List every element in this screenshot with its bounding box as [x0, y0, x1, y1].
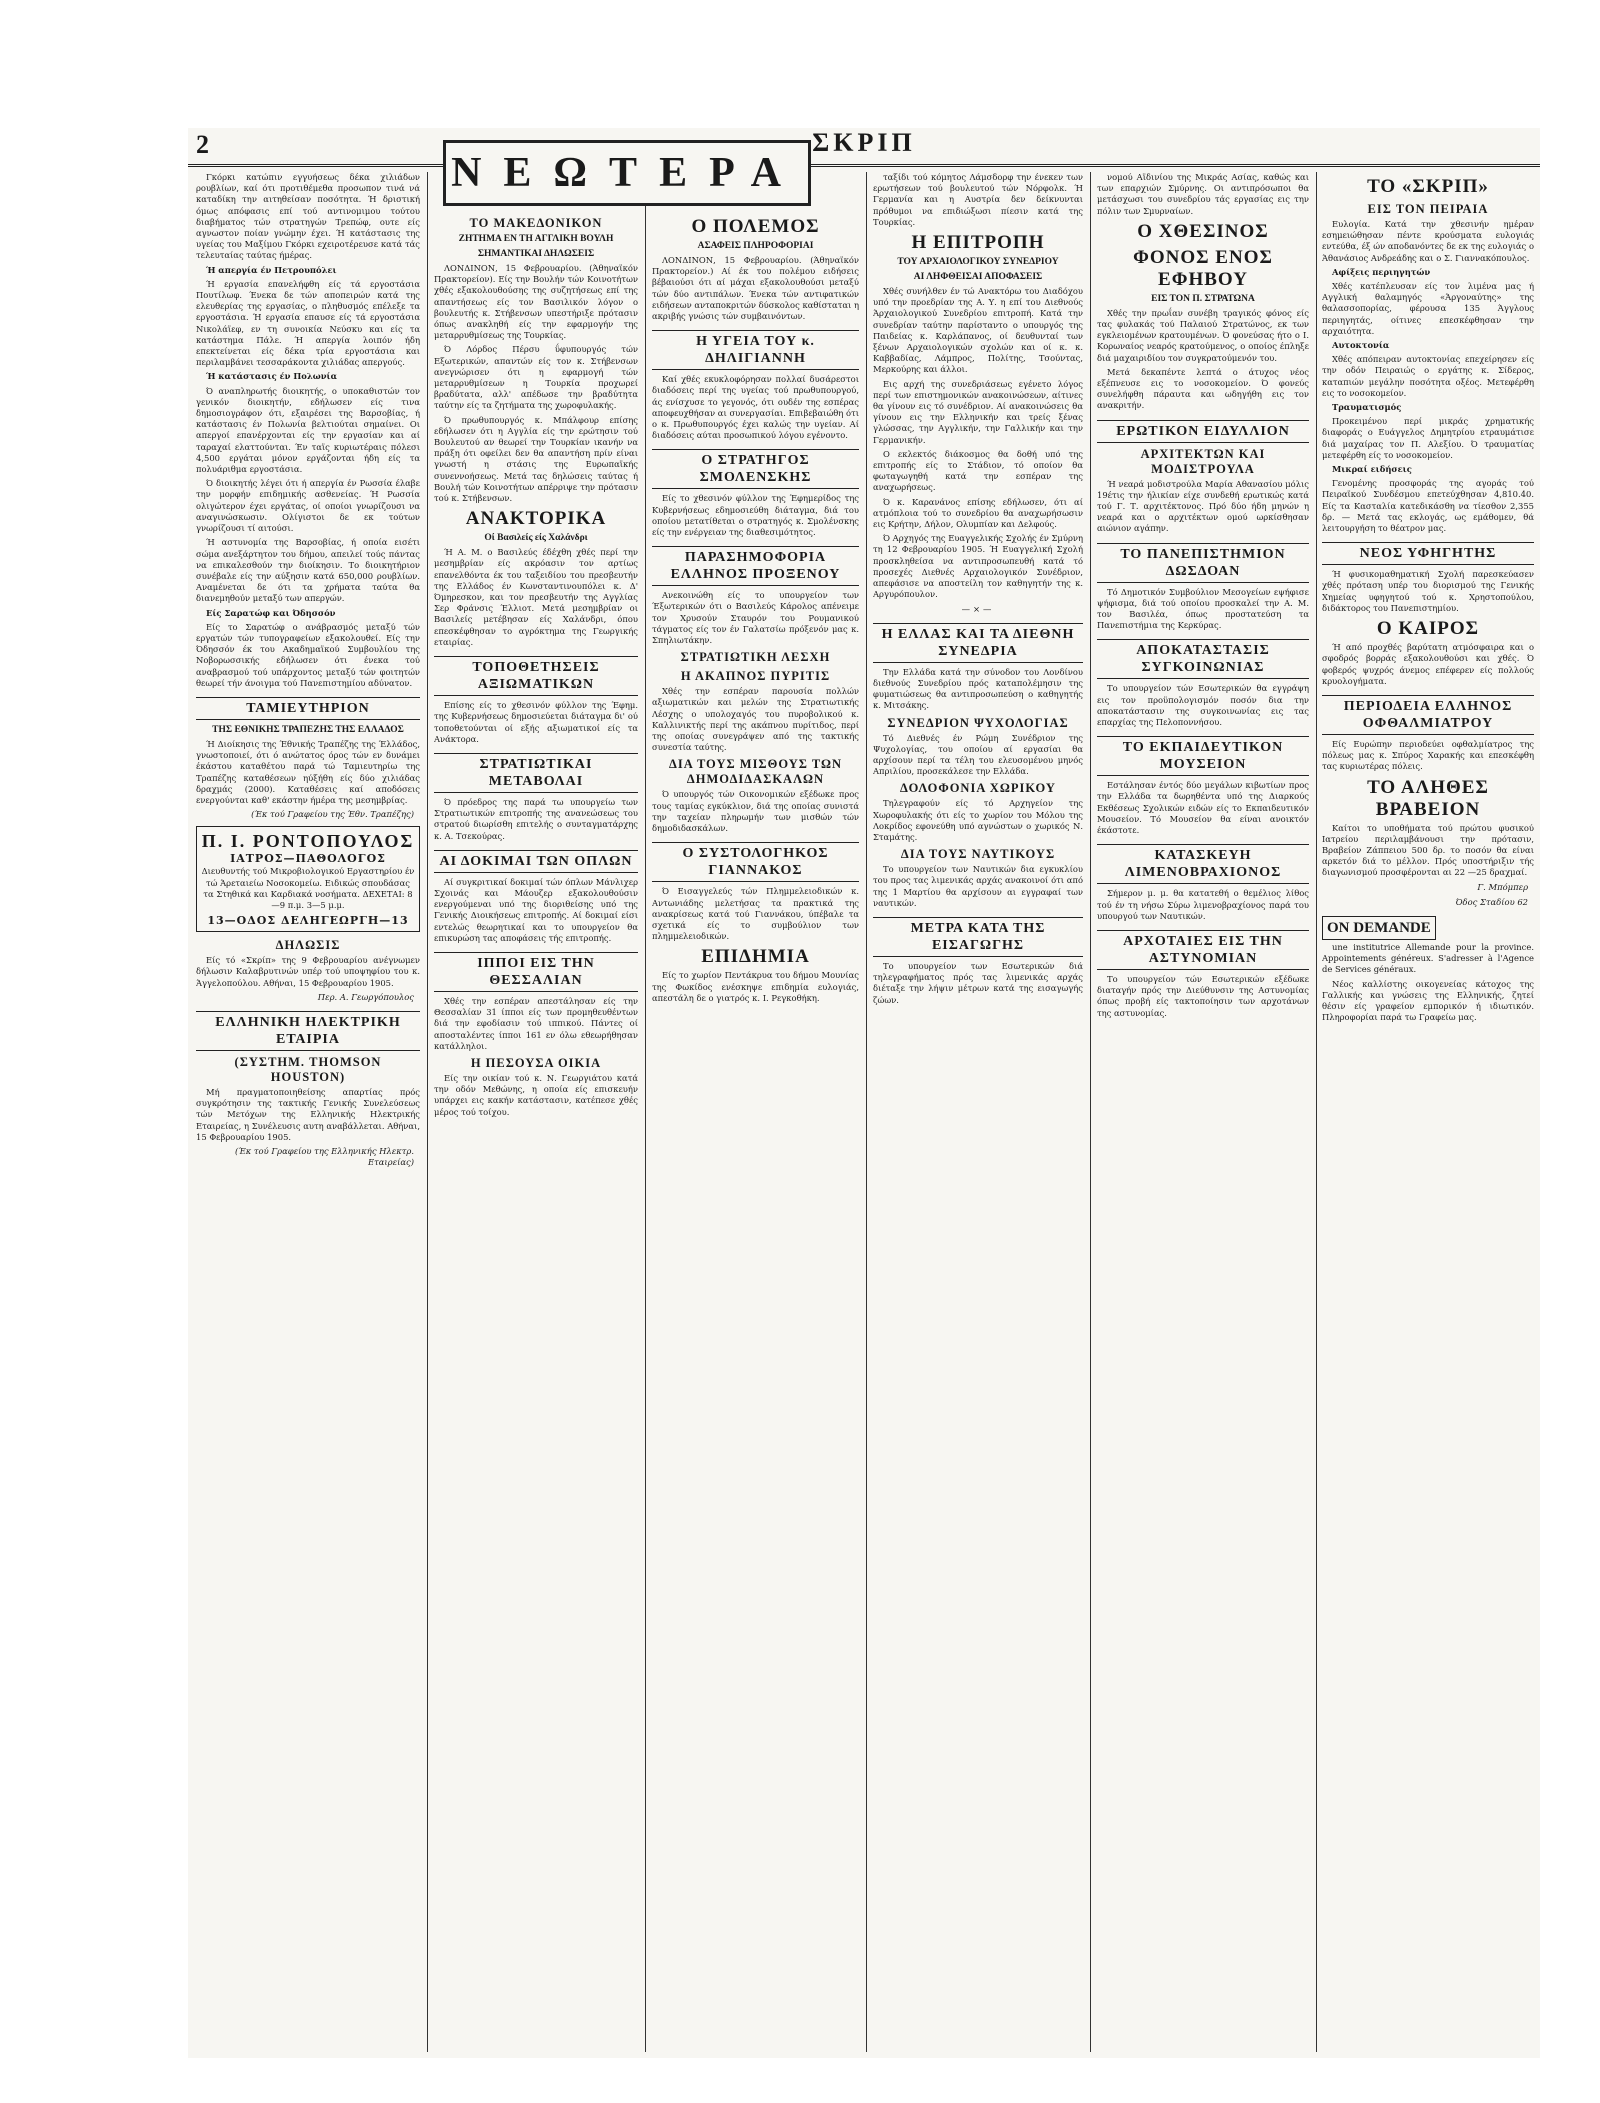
article-heading: Ο ΠΟΛΕΜΟΣ — [691, 216, 820, 237]
article-text: Ή φυσικομαθηματική Σχολή παρεσκεύασεν χθές πρόταση υπέρ του διορισμού της Γενικής Χημείας υφηγητού τού κ. Χρηστοπούλου, διδάκτορος του Πανεπιστημίου. — [1322, 569, 1534, 613]
declaration-heading: ΔΗΛΩΣΙΣ — [275, 938, 341, 953]
article-heading: ΔΙΑ ΤΟΥΣ ΜΙΣΘΟΥΣ ΤΩΝ ΔΗΜΟΔΙΔΑΣΚΑΛΩΝ — [669, 757, 842, 787]
column-5 — [1097, 172, 1309, 2052]
doctor-advertisement — [196, 826, 420, 932]
article-text: Προκειμένου περί μικράς χρηματικής διαφοράς ο Ευάγγελος Δημητρίου ετραυμάτισε διά μαχαίρας τον Π. Αλεξίου. Ό τραυματίας μετεφέρθη είς το νοσοκομείον. — [1322, 416, 1534, 460]
article-text: Ή Α. Μ. ο Βασιλεύς έδέχθη χθές περί την μεσημβρίαν είς ακρόασιν τον αρτίως επανελθόντα έκ του ταξειδίου του πρεσβευτήν της Ελλάδος έν Κωνσταντινουπόλει κ. Δ' Όμηρεσκον, και τον πρεσβευτήν της Αγγλίας Σερ Φράνσις Έλλιοτ. Μετά μεσημβρίαν οι Βασιλείς μετέβησαν είς Χαλάνδρι, όπου επεσκέφθησαν το αγρόκτημα της Γεωργικής εταιρίας. — [434, 547, 638, 647]
bank-heading: ΤΑΜΙΕΥΤΗΡΙΟΝ — [196, 697, 420, 720]
article-text: Το υπουργείον τών Εσωτερικών εξέδωκε διαταγήν πρός την Διεύθυνσιν της Αστυνομίας όπως προβή είς τακτοποίησιν των αρχοτάνων της αστυνομίας. — [1097, 973, 1309, 1018]
article-heading: Ο ΧΘΕΣΙΝΟΣ — [1137, 220, 1269, 242]
article-text: ταξίδι τού κόμητος Λάμσδορφ την ένεκεν των ερωτήσεων τού βουλευτού τών Νόρφολκ. Ή Γερμανία και η Αυστρία δεν δείκνυνται πρόθυμοι να επιδιώξωσι πίεσιν κατά της Τουρκίας. — [873, 172, 1083, 227]
column-rule — [1090, 172, 1091, 2052]
article-text: Ο εκλεκτός διάκοσμος θα δοθή υπό της επιτροπής είς το Στάδιον, τό οποίον θα φωταγωγηθή κατά την εσπέραν της αναχωρήσεως. — [873, 448, 1083, 493]
article-text: Ανεκοινώθη είς το υπουργείον των Έξωτερικών ότι ο Βασιλεύς Κάρολος απένειμε τον Χρυσούν Σταυρόν του Ρουμανικού τάγματος είς τον έν Γαλατσίω πρόξενόν μας κ. Σπηλιωτάκην. — [652, 590, 859, 646]
article-text: Χθές την εσπέραν παρουσία πολλών αξιωματικών και μελών της Στρατιωτικής Λέσχης ο υπολοχαγός του πυροβολικού κ. Καλλινικτής περί της ακάπνου πυρίτιδος, περί της οποίας συνεγράψεν από της τακτικής συνεστία ταύτης. — [652, 686, 859, 753]
column-rule — [1316, 172, 1317, 2052]
article-text: Είς τό «Σκρίπ» της 9 Φεβρουαρίου ανέγνωμεν δήλωσιν Καλαβρυτινών υπέρ τού υποψηφίου του κ. Άγγελοπούλου. Αθήναι, 15 Φεβρουαρίου 1905. — [196, 955, 420, 988]
article-text: Ό διοικητής λέγει ότι ή απεργία έν Ρωσσία έλαβε την μορφήν επιδημικής ασθενείας. Ή Ρωσσία ολιγώτερον έχει εργάτας, οί οποίοι γνωρίζουσι να αναγινώσκωσιν. Ολίγιστοι δε εκ τούτων γνωρίζουσι τί αιτούσι. — [196, 478, 420, 534]
article-heading: ΑΡΧΟΤΑΙΕΣ ΕΙΣ ΤΗΝ ΑΣΤΥΝΟΜΙΑΝ — [1097, 930, 1309, 970]
article-text: Χθές απόπειραν αυτοκτονίας επεχείρησεν είς την οδόν Πειραιώς ο εργάτης κ. Σίδερος, καταπιών μεγάλην ποσότητα οξέος. Μετεφέρθη εις το νοσοκομείον. — [1322, 354, 1534, 398]
article-text: Χθές την εσπέραν απεστάλησαν είς την Θεσσαλίαν 31 ίπποι είς των προμηθευθέντων διά την εφοδίασιν τού ιππικού. Πάντες οί αποσταλέντες ίπποι 161 εν όλω εθεωρήθησαν κατάλληλοι. — [434, 995, 638, 1051]
article-text: Είς το χθεσινόν φύλλον της Έφημερίδος της Κυβερνήσεως εδημοσιεύθη διάταγμα, διά του οποίου μετατίθεται ο στρατηγός κ. Σμολένσκης είς την ενέργειαν της διαθεσιμότητος. — [652, 493, 859, 538]
article-text: Γενομένης προσφοράς της αγοράς τού Πειραϊκού Συνδέσμου επετεύχθησαν 4,810.40. Είς τα Κασταλία κατεδικάσθη να τίεσθον 2,355 δρ. — Μετά τας εκλογάς, ως εμάθομεν, θά λειτουργήση το θέατρον μας. — [1322, 478, 1534, 534]
article-subheading: Οί Βασιλείς είς Χαλάνδρι — [484, 533, 588, 544]
column-rule — [866, 172, 867, 2052]
article-heading: ΤΟ ΜΑΚΕΔΟΝΙΚΟΝ — [469, 216, 603, 230]
article-heading: Μικραί ειδήσεις — [1332, 464, 1412, 475]
article-text: Εις αρχή της συνεδριάσεως εγένετο λόγος περί των επιστημονικών ανακοινώσεων, αίτινες θα γίνουν εις τό συνέδριον. Αί ανακοινώσεις θα γίνουν εις την Ελληνικήν και τρείς ξένας γλώσσας, την Αγγλικήν, την Γαλλικήν και την Γερμανικήν. — [873, 378, 1083, 445]
article-heading: ΤΟΠΟΘΕΤΗΣΕΙΣ ΑΞΙΩΜΑΤΙΚΩΝ — [434, 656, 638, 696]
article-heading: ΔΟΛΟΦΟΝΙΑ ΧΩΡΙΚΟΥ — [900, 781, 1056, 796]
electric-company-subheading: (ΣΥΣΤΗΜ. THOMSON HOUSTON) — [234, 1054, 382, 1084]
article-text: Ό Αρχηγός της Ευαγγελικής Σχολής έν Σμύρνη τη 12 Φεβρουαρίου 1905. Ή Ευαγγελική Σχολή προσκληθείσα να αντιπροσωπευθή κατά τό προσεχές Διεθνές Αρχαιολογικόν Συνέδριον, απεφάσισε να αποστείλη τον καθηγητήν της κ. Αργυρόπουλον. — [873, 533, 1083, 600]
article-heading: Αυτοκτονία — [1332, 340, 1390, 351]
article-heading: Η ΕΛΛΑΣ ΚΑΙ ΤΑ ΔΙΕΘΝΗ ΣΥΝΕΔΡΙΑ — [873, 623, 1083, 663]
column-6 — [1322, 172, 1534, 2052]
separator: —×— — [961, 603, 995, 614]
article-text: Ό αναπληρωτής διοικητής, ο υποκαθιστών τον γενικόν διοικητήν, εδήλωσεν είς τινα δημοσιογράφον ότι, εξαιρέσει της Βαρσοβίας, ή κατάστασις έν Πολωνία βελτιούται σημαίνει. Οι απεργοί επανέρχονται είς την εργασίαν και αί ταραχαί ελαττούνται. Έν ταϊς κυριωτέραις πόλεσι 4,500 εργάται μόνον εργάζονται ήδη είς τα πολυάριθμα εργοστάσια. — [196, 385, 420, 475]
article-text: Ή Διοίκησις της Έθνικής Τραπέζης της Έλλάδος, γνωστοποιεί, ότι ό ανώτατος όρος τών εν δυνάμει έκάστου καταθέτου παρά τώ Ταμιευτηρίω της Τραπέζης καταθέσεων ηύξήθη είς δύο χιλιάδας δραχμάς (2000). Καταθέσεις καί αποδόσεις ενεργούνται καθ' εκάστην ήμέρα της μεσημβρίας. — [196, 738, 420, 805]
article-text: Επίσης είς το χθεσινόν φύλλον της Έφημ. της Κυβερνήσεως δημοσιεύεται διάταγμα δι' ού τοποθετούνται οί εξής αξιωματικοί είς τα Ανάκτορα. — [434, 700, 638, 744]
masthead — [188, 128, 1540, 167]
article-heading: ΣΤΡΑΤΙΩΤΙΚΗ ΛΕΣΧΗ — [680, 650, 831, 665]
article-text: Είς το Σαρατώφ ο ανάβρασμός μεταξύ τών εργατών τών τυπογραφείων εξακολουθεί. Είς την Όδησσόν έκ του Ακαδημαϊκού Συμβουλίου της Νοβορωσσικής εδήλωσεν ότι ένεκα τού αναβρασμού τού υπάρχοντος μεταξύ τών φοιτητών θεωρεί τήν άνοιγμα τού Πανεπιστημίου αδύνατον. — [196, 621, 420, 688]
column-rule — [645, 172, 646, 2052]
article-heading: Ο ΚΑΙΡΟΣ — [1376, 618, 1480, 640]
signature: Περ. Α. Γεωργόπουλος — [317, 991, 414, 1002]
article-text: Είς Ευρώπην περιοδεύει οφθαλμίατρος της πόλεως μας κ. Σπύρος Χαρακής και επεσκέφθη τας κυριωτέρας πόλεις. — [1322, 738, 1534, 772]
article-subheading: ΣΗΜΑΝΤΙΚΑΙ ΔΗΛΩΣΕΙΣ — [477, 249, 595, 259]
ad-text: Διευθυντής τού Μικροβιολογικού Εργαστηρίου έν τώ Άρεταιείω Νοσοκομείω. Ειδικώς σπουδάσας τα Στηθικά και Καρδιακά νοσήματα. ΔΕΧΕΤΑΙ: 8—9 π.μ. 3—5 μ.μ. — [201, 866, 415, 910]
article-subheading: ΕΙΣ ΤΟΝ Π. ΣΤΡΑΤΩΝΑ — [1151, 293, 1255, 304]
bank-subheading: ΤΗΣ ΕΘΝΙΚΗΣ ΤΡΑΠΕΖΗΣ ΤΗΣ ΕΛΛΑΔΟΣ — [212, 724, 404, 735]
article-heading: ΣΥΝΕΔΡΙΟΝ ΨΥΧΟΛΟΓΙΑΣ — [887, 715, 1069, 730]
article-text: Ή εργασία επανελήφθη είς τά εργοστάσια Πουτίλωφ. Ένεκα δε τών αποπειρών κατά της ελευθερίας της εργασίας, ο πληθυσμός επέλεξε τα εργοστάσια. Ή εργασία επαυσε είς τά εργοστάσια Νικολάϊεφ, εν τη συνοικία Νεύσκυ και είς τα κατάστημα Πάλε. Ή απεργία λοιπόν ήδη επεκτείνεται είς δέκα τρία εργοστάσια και περιλαμβάνει τεσσαράκοντα χιλιάδας απεργούς. — [196, 278, 420, 368]
article-heading: ΦΟΝΟΣ ΕΝΟΣ ΕΦΗΒΟΥ — [1133, 246, 1273, 290]
article-text: Το υπουργείον των Εσωτερικών διά τηλεγραφήματος πρός τας λιμενικάς αρχάς διέταξε την λήψιν μέτρων κατά της εισαγωγής ζώων. — [873, 960, 1083, 1005]
article-text: Ό κ. Καρανάνος επίσης εδήλωσεν, ότι αί ατμόπλοια τού το συνεδρίου θα αναχωρήσωσιν εις Κρήτην, Δήλον, Ολυμπίαν και Δελφούς. — [873, 496, 1083, 530]
article-text: Τό Δημοτικόν Συμβούλιον Μεσογείων εψήφισε ψήφισμα, διά τού οποίου προσκαλεί την Α. Μ. τον Βασιλέα, όπως προστατεύση τα Πανεπιστήμια της Κερκύρας. — [1097, 586, 1309, 631]
article-heading: ΔΙΑ ΤΟΥΣ ΝΑΥΤΙΚΟΥΣ — [900, 847, 1056, 862]
article-text: Την Ελλάδα κατά την σύνοδον του Λονδίνου διεθνούς Συνεδρίου πρός καταπολέμησιν της φυματιώσεως θα αντιπροσωπεύση ο καθηγητής κ. Μιτσάκης. — [873, 666, 1083, 711]
article-text: Ό υπουργός τών Οικονομικών εξέδωκε προς τους ταμίας εγκύκλιον, διά της οποίας συνιστά την ταχείαν πληρωμήν των μισθών τών δημοδιδασκάλων. — [652, 789, 859, 834]
article-heading: ΠΑΡΑΣΗΜΟΦΟΡΙΑ ΕΛΛΗΝΟΣ ΠΡΟΞΕΝΟΥ — [652, 546, 859, 586]
article-heading: Ο ΣΤΡΑΤΗΓΟΣ ΣΜΟΛΕΝΣΚΗΣ — [652, 449, 859, 489]
article-text: Ευλογία. Κατά την χθεσινήν ημέραν εσημειώθησαν πέντε κρούσματα ευλογιάς εντεύθα, έξ ών αποδανόντες δε εκ της ευλογιάς ο Άθανάσιος Ανδρεάδης και ο Σ. Γιαννακόπουλος. — [1322, 219, 1534, 263]
article-heading: Αφίξεις περιηγητών — [1332, 266, 1431, 277]
article-text: Ό πρωθυπουργός κ. Μπάλφουρ επίσης εδήλωσεν ότι η Αγγλία είς την ερώτησιν τού Βουλευτού αν θεωρεί την Τουρκίαν ικανήν να πράξη ότι οφείλει δεν θα απαντήση πρίν είναι γνωστή η στάσις της Ευρωπαϊκής συνεννοήσεως. Μετά τας δηλώσεις ταύτας ή Βουλή τών Κοινοτήτων απέρριψε την πρότασιν τού κ. Στήβενσων. — [434, 414, 638, 504]
article-heading: Η ΥΓΕΙΑ ΤΟΥ κ. ΔΗΛΙΓΙΑΝΝΗ — [652, 330, 859, 370]
signature: Γ. Μπόμπερ — [1477, 881, 1528, 892]
article-text: Ή από προχθές βαρύτατη ατμόσφαιρα και ο σφοδρός βορράς εξακολουθούσι και χθές. Ό φοβερός ψυχρός άνεμος επέφερεν είς πολλούς κρυολογήματα. — [1322, 642, 1534, 686]
article-text: Μή πραγματοποιηθείσης απαρτίας πρός συγκρότησιν της τακτικής Γενικής Συνελεύσεως τών Μετόχων της Ελληνικής Ηλεκτρικής Εταιρείας, η Συνέλευσις αυτη αναβάλλεται. Αθήναι, 15 Φεβρουαρίου 1905. — [196, 1086, 420, 1142]
doctor-name: Π. Ι. ΡΟΝΤΟΠΟΥΛΟΣ — [201, 831, 415, 852]
article-heading: ΑΠΟΚΑΤΑΣΤΑΣΙΣ ΣΥΓΚΟΙΝΩΝΙΑΣ — [1097, 639, 1309, 679]
ad-address: 13—ΟΔΟΣ ΔΕΛΗΓΕΩΡΓΗ—13 — [207, 914, 409, 928]
article-text: Αί συγκριτικαί δοκιμαί τών όπλων Μάνλιχερ Σχοινάς και Μάουζερ εξακολουθούσιν ενεργούμεναι υπό της διοριθείσης υπό της Γενικής Διοικήσεως επιτροπής. Αί δοκιμαί είσι εντελώς θεωρητικαί και το υπουργείον θα επικυρώση τας αποφάσεις τής επιτροπής. — [434, 876, 638, 943]
paper-name: ΣΚΡΙΠ — [812, 128, 916, 157]
article-subheading: ΑΣΑΦΕΙΣ ΠΛΗΡΟΦΟΡΙΑΙ — [697, 241, 814, 251]
signature: (Έκ τού Γραφείου της Έθν. Τραπέζης) — [251, 809, 414, 820]
article-text: Είς το χωρίον Πεντάκρυα του δήμου Μουνίας της Φωκίδος ενέσκηψε επιδημία ευλογιάς, απεστάλη δε ο γιατρός κ. Ι. Ρεγκοθήκη. — [652, 970, 859, 1003]
article-heading: Είς Σαρατώφ και Όδησσόν — [206, 607, 336, 618]
article-text: Καίτοι το υποθήματα τού πρώτου φυσικού Ιατρείου περιλαμβάνουσι την πρότασιν, Βραβείον Ζάππειου 500 δρ. το ποσόν θα είναι αρκετόν διά το μέλλον. Πρός υποστήριξιν τής διαγωνισμού προσφέρονται αι 22 —25 δραχμαί. — [1322, 822, 1534, 878]
article-heading: Ή απεργία έν Πετρουπόλει — [206, 264, 337, 275]
electric-company-heading: ΕΛΛΗΝΙΚΗ ΗΛΕΚΤΡΙΚΗ ΕΤΑΙΡΙΑ — [196, 1011, 420, 1051]
article-heading: Ή κατάστασις έν Πολωνία — [206, 371, 338, 382]
article-subheading: Η ΑΚΑΠΝΟΣ ΠΥΡΙΤΙΣ — [680, 669, 831, 684]
article-text: Εστάλησαν έντός δύο μεγάλων κιβωτίων προς την Ελλάδα τα δωρηθέντα υπό της Διαρκούς Εκθέσεως Σχολικών ειδών είς το Εκπαιδευτικόν Μουσείον. Τό Μουσείον θα είναι ανοικτόν έκάστοτε. — [1097, 780, 1309, 836]
column-1 — [196, 172, 420, 2052]
article-text: Τό Διεθνές έν Ρώμη Συνέδριον της Ψυχολογίας, του οποίου αί εργασίαι θα αρχίσουν περί τα τέλη του ελευσομένου μηνός Απριλίου, προσεκάλεσε την Ελλάδα. — [873, 732, 1083, 777]
doctor-role: ΙΑΤΡΟΣ—ΠΑΘΟΛΟΓΟΣ — [230, 852, 386, 866]
article-text: Το υπουργείον των Ναυτικών δια εγκυκλίου του προς τας λιμενικάς αρχάς ανακοινοί ότι από της 1 Μαρτίου θα αρχίσουν αι εγγραφαί των ναυτικών. — [873, 864, 1083, 908]
article-subheading: ΑΡΧΙΤΕΚΤΩΝ ΚΑΙ ΜΟΔΙΣΤΡΟΥΛΑ — [1140, 446, 1266, 476]
article-text: Μετά δεκαπέντε λεπτά ο άτυχος νέος εξέπνευσε εις το νοσοκομείον. Ό φονεύς συνελήφθη πάραυτα και ωδηγήθη εις τον ανακριτήν. — [1097, 366, 1309, 411]
article-heading: ΤΟ ΑΛΗΘΕΣ ΒΡΑΒΕΙΟΝ — [1367, 776, 1489, 820]
article-subheading: ΑΙ ΛΗΦΘΕΙΣΑΙ ΑΠΟΦΑΣΕΙΣ — [913, 272, 1043, 283]
article-text: Χθές την πρωΐαν συνέβη τραγικός φόνος είς τας φυλακάς τού Παλαιού Στρατώνος, εκ των εγκλειομένων κρατουμένων. Ό φονεύσας ήτο ο Ι. Κορωναίος νεαρός κρατούμενος, ο οποίος έπληξε διά μαχαιριδίου τον συγκρατούμενόν του. — [1097, 307, 1309, 363]
page-number: 2 — [196, 130, 209, 159]
signature-address: Όδος Σταδίου 62 — [1455, 896, 1528, 907]
article-text: Ή νεαρά μοδιστρούλα Μαρία Αθανασίου μόλις 19έτις την ήλικίαν είχε συνδεθή ερωτικώς κατά τού Γ. Τ. αρχιτέκτονος. Πρό δύο ήδη μηνών η νεαρά και ο αρχιτέκτων ομού ωρκίσθησαν αιώνιον αγάπην. — [1097, 478, 1309, 534]
article-heading: ΠΕΡΙΟΔΕΙΑ ΕΛΛΗΝΟΣ ΟΦΘΑΛΜΙΑΤΡΟΥ — [1322, 695, 1534, 735]
article-text: Χθές συνήλθεν έν τώ Ανακτόρω του Διαδόχου υπό την προεδρίαν της Α. Υ. η επί του Διεθνούς Άρχαιολογικού Συνεδρίου επιτροπή. Κατά την συνεδρίαν ταύτην παρίσταντο ο υπουργός της Παιδείας κ. Καρλάπανος, οί δευθυνταί των ξένων Αρχαιολογικών σχολών και οί κ. κ. Καββαδίας, Λάμπρος, Πολίτης, Τσούντας, Μερκούρης και άλλοι. — [873, 286, 1083, 375]
ad-text: Νέος καλλίστης οικογενείας κάτοχος της Γαλλικής και γνώσεις της Ελληνικής, ζητεί θέσιν είς γραφείον εμπορικόν ή ιδιωτικόν. Πληροφορίαι παρά τω Γραφείω μας. — [1322, 978, 1534, 1023]
article-heading: ΑΝΑΚΤΟΡΙΚΑ — [465, 508, 607, 530]
on-demande-ad: ON DEMANDE — [1322, 916, 1436, 940]
article-text: Σήμερον μ. μ. θα κατατεθή ο θεμέλιος λίθος τού έν τη νήσω Σύρω λιμενοβραχίονος παρά του υπουργού των Ναυτικών. — [1097, 888, 1309, 921]
article-heading: Η ΕΠΙΤΡΟΠΗ — [911, 232, 1045, 254]
news-banner: ΝΕΩΤΕΡΑ — [443, 140, 811, 206]
column-rule — [427, 172, 428, 2052]
article-heading: ΤΟ ΕΚΠΑΙΔΕΥΤΙΚΟΝ ΜΟΥΣΕΙΟΝ — [1097, 736, 1309, 776]
article-text: ΛΟΝΔΙΝΟΝ, 15 Φεβρουαρίου. (Άθηναϊκόν Πρακτορείον.) Αί έκ του πολέμου ειδήσεις βέβαιούσι ότι αί μάχαι εξακολουθούσι μεταξύ τών δύο αντιπάλων. Ένεκα τών αντιφατικών ειδήσεων ανταποκριτών δύσκολος καθίσταται η ακριβής γνώσις τών συμβαινόντων. — [652, 255, 859, 322]
article-heading: ΜΕΤΡΑ ΚΑΤΑ ΤΗΣ ΕΙΣΑΓΩΓΗΣ — [873, 917, 1083, 957]
article-text: Γκόρκι κατώπιν εγγυήσεως δέκα χιλιάδων ρουβλίων, καί ότι προτιθέμεθα προσωπον τινά νά καταδίκη την αιτηθείσαν ποσότητα. Ή δριστική όμως απόφασις επί τού αντινομιμου τούτου διαβήματος τών στρατηγών Τρεπώφ, ουτε είς αγνωστον ποίαν γνώμην έχει. Ή κατάστασις της υγείας του Μαξίμου Γκόρκι εχειροτέρευσε κατά τάς τελευταίας ταύτας ήμέρας. — [196, 172, 420, 261]
article-heading: Η ΠΕΣΟΥΣΑ ΟΙΚΙΑ — [470, 1055, 602, 1070]
article-text: Είς την οικίαν τού κ. Ν. Γεωργιάτου κατά την οδόν Μεθώνης, η οποία είς επισκευήν υπάρχει εις κακήν κατάστασιν, κατέπεσε χθές μέρος τού τοίχου. — [434, 1072, 638, 1117]
article-text: Ό πρόεδρος της παρά τω υπουργείω των Στρατιωτικών επιτροπής της ανανεώσεως του στρατού διωρίσθη επιτελής ο συνταγματάρχης κ. Α. Τσεκούρας. — [434, 796, 638, 841]
article-heading: ΑΙ ΔΟΚΙΜΑΙ ΤΩΝ ΟΠΛΩΝ — [434, 850, 638, 873]
article-text: Χθές κατέπλευσαν είς τον λιμένα μας ή Αγγλική θαλαμηγός «Άργοναύτης» της θαλασσοπορίας, φέρουσα 135 Άγγλους περιηγητάς, οίτινες επεσκέφθησαν την αρχαιότητα. — [1322, 281, 1534, 336]
article-text: Τηλεγραφούν είς τό Αρχηγείον της Χωροφυλακής ότι είς το χωρίον του Μόλου της Λοκρίδος εφονεύθη υπό αγνώστων ο χωρικός Ν. Σταμάτης. — [873, 798, 1083, 842]
article-text: νομού Αϊδινίου της Μικράς Ασίας, καθώς και των επαρχιών Σμύρνης. Οι αντιπρόσωποι θα μετάσχωσι του συνεδρίου τάς εργασίας εις την πόλιν των Σμυρναίων. — [1097, 172, 1309, 216]
ad-text: une institutrice Allemande pour la province. Appointements généreux. S'adresser à l'Agence de Services généraux. — [1322, 941, 1534, 975]
article-text: Ό Εισαγγελεύς τών Πλημμελειοδικών κ. Αντωνιάδης μελετήσας τα πρακτικά της ανακρίσεως κατά τού Γιαννάκου, ύπέβαλε τα σχετικά είς το συμβούλιον των πλημμελειοδικών. — [652, 886, 859, 942]
article-heading: ΣΤΡΑΤΙΩΤΙΚΑΙ ΜΕΤΑΒΟΛΑΙ — [434, 753, 638, 793]
article-heading: Ο ΣΥΣΤΟΛΟΓΗΚΟΣ ΓΙΑΝΝΑΚΟΣ — [652, 842, 859, 882]
column-2 — [434, 212, 638, 2092]
article-heading: ΚΑΤΑΣΚΕΥΗ ΛΙΜΕΝΟΒΡΑΧΙΟΝΟΣ — [1097, 844, 1309, 884]
article-heading: ΤΟ ΠΑΝΕΠΙΣΤΗΜΙΟΝ ΔΩΣΔΟΑΝ — [1097, 543, 1309, 583]
article-text: Ό Λόρδος Πέρσυ ΰφυπουργός τών Εξωτερικών, απαντών είς τον κ. Στήβενσων ανεγνώρισεν ότι η εφαρμογή τών μεταρρυθμίσεων η Τουρκία προχωρεί βραδύτατα, αλλ' απέδωσε την βραδύτητα ταύτην είς τα ζητήματα της χωροφυλακής. — [434, 344, 638, 411]
article-heading: ΝΕΟΣ ΥΦΗΓΗΤΗΣ — [1322, 542, 1534, 565]
article-subheading: ΖΗΤΗΜΑ ΕΝ ΤΗ ΑΓΓΛΙΚΗ ΒΟΥΛΗ — [458, 234, 614, 244]
article-heading: Τραυματισμός — [1332, 402, 1402, 413]
article-text: Καί χθές εκυκλοφόρησαν πολλαί δυσάρεστοι διαδόσεις περί της υγείας τού πρωθυπουργού, άς ενίσχυσε το γεγονός, ότι ουδέν της εσπέρας αποφευχθήσαν αι συνεργασίαι. Επιβεβαιώθη ότι ο κ. Πρωθυπουργός έχει καλώς την υγείαν. Αί διαδόσεις αύται προσωπικού λόγου εγένοντο. — [652, 374, 859, 441]
article-heading: ΤΟ «ΣΚΡΙΠ» — [1367, 176, 1489, 197]
article-subheading: ΤΟΥ ΑΡΧΑΙΟΛΟΓΙΚΟΥ ΣΥΝΕΔΡΙΟΥ — [897, 257, 1059, 268]
article-heading: ΕΠΙΔΗΜΙΑ — [701, 946, 810, 968]
article-text: ΛΟΝΔΙΝΟΝ, 15 Φεβρουαρίου. (Άθηναϊκόν Πρακτορείον). Είς την Βουλήν τών Κοινοτήτων χθές εξακολουθούσης της συζητήσεως επί της απαντήσεως είς τον Βασιλικόν λόγον ο βουλευτής κ. Στήβενσων υπεστήριξε πρότασιν όπως ανακληθή είς την εφαρμογήν της μεταρρυθμίσεως της Τουρκίας. — [434, 263, 638, 341]
column-3 — [652, 212, 859, 2092]
article-text: Ή αστυνομία της Βαρσοβίας, ή οποία εισέτι σώμα ανεξάρτητον του δήμου, απειλεί τούς πάντας να επικαλεσθούν την διοίκησιν. Το διοικητήριον συνέβαλε είς την αύξησιν κατά 650,000 ρουβλίων. Αναμένεται δε ότι τα χρήματα ταύτα θα διανεμηθούν μεταξύ των απεργών. — [196, 537, 420, 604]
article-heading: ΙΠΠΟΙ ΕΙΣ ΤΗΝ ΘΕΣΣΑΛΙΑΝ — [434, 952, 638, 992]
article-text: Το υπουργείον τών Εσωτερικών θα εγγράψη εις τον προϋπολογισμόν ποσόν δια την αποκατάστασιν της συγκοινωνίας εις τας επαρχίας της Πελοποννήσου. — [1097, 683, 1309, 728]
article-subheading: ΕΙΣ ΤΟΝ ΠΕΙΡΑΙΑ — [1367, 202, 1489, 216]
article-heading: ΕΡΩΤΙΚΟΝ ΕΙΔΥΛΛΙΟΝ — [1097, 420, 1309, 443]
signature: (Έκ τού Γραφείου της Ελληνικής Ηλεκτρ. Εταιρείας) — [234, 1146, 414, 1168]
column-4 — [873, 172, 1083, 2052]
